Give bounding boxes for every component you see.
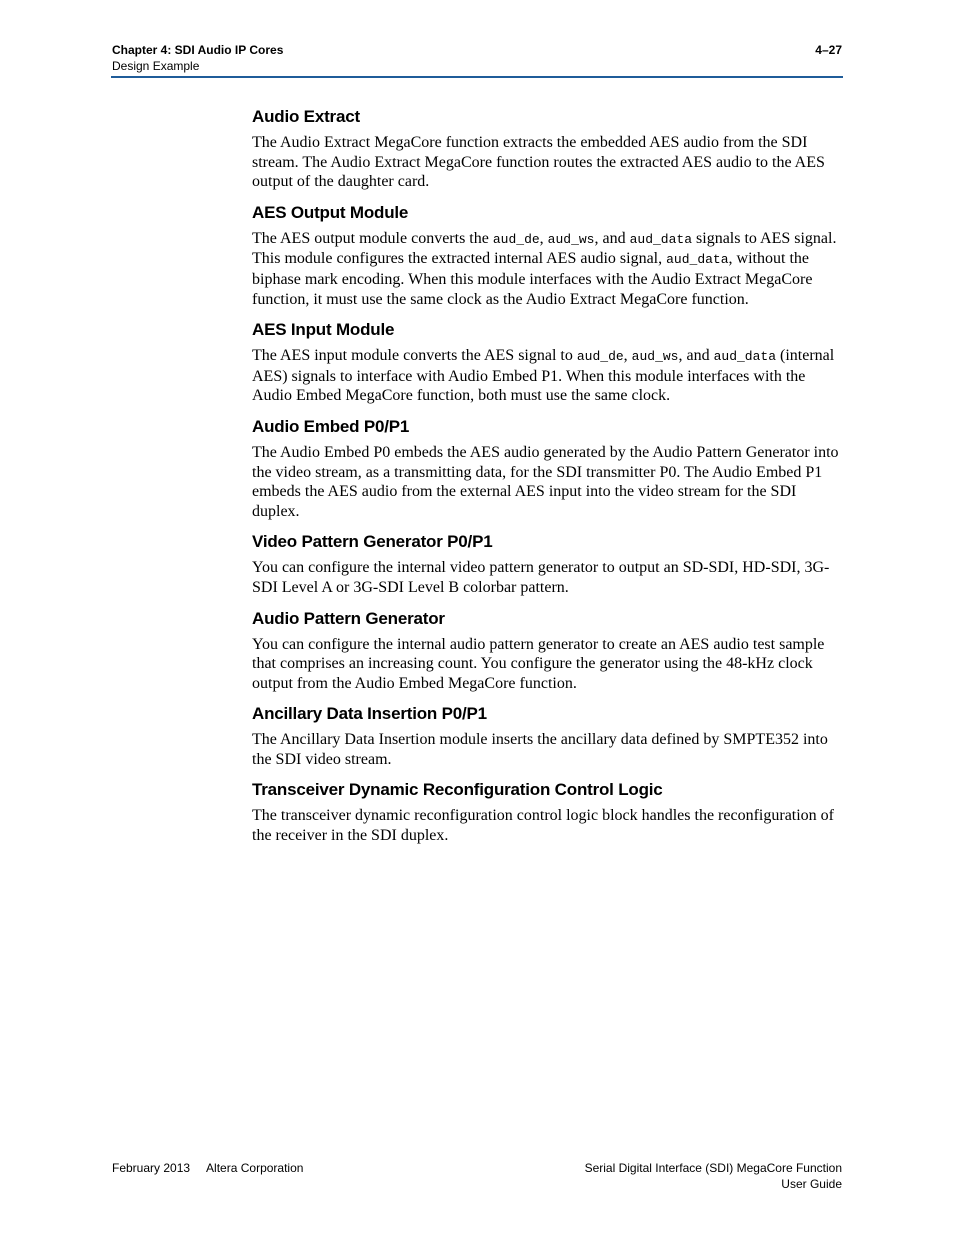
footer-doc-type: User Guide: [781, 1177, 842, 1191]
section-heading: Audio Pattern Generator: [252, 608, 445, 628]
section-paragraph: [252, 443, 842, 521]
section-paragraph: [252, 346, 842, 406]
section: [252, 416, 842, 521]
section-heading: Audio Embed P0/P1: [252, 416, 410, 436]
section: [252, 319, 842, 406]
paragraph-text: , and: [594, 229, 630, 247]
paragraph-text: The Ancillary Data Insertion module inserts the ancillary data defined by SMPTE352 into the SDI video stream.: [252, 731, 828, 768]
paragraph-text: (internal AES) signals to interface with Audio Embed P1. When this module interfaces with the Audio Embed MegaCore function, both must use the same clock.: [252, 347, 835, 405]
header-rule: [111, 76, 843, 78]
section: [252, 202, 842, 309]
paragraph-text: The AES input module converts the AES signal to: [252, 347, 577, 365]
signal-name: aud_data: [666, 252, 729, 268]
section-heading: Ancillary Data Insertion P0/P1: [252, 704, 487, 724]
section-heading: AES Input Module: [252, 320, 395, 340]
paragraph-text: ,: [539, 229, 548, 247]
chapter-title: Chapter 4: SDI Audio IP Cores: [112, 43, 284, 57]
running-header: [112, 42, 283, 74]
section-heading: Audio Extract: [252, 107, 360, 126]
signal-name: aud_de: [576, 349, 624, 365]
paragraph-text: The transceiver dynamic reconfiguration control logic block handles the reconfiguration of the receiver in the SDI duplex.: [252, 807, 835, 845]
section: [252, 106, 842, 192]
section-paragraph: [252, 806, 842, 845]
paragraph-text: The Audio Extract MegaCore function extracts the embedded AES audio from the SDI stream. The Audio Extract MegaCore function routes the extracted AES audio to the AES output of the daughter card.: [252, 134, 825, 191]
section: [252, 703, 842, 769]
paragraph-text: , without the biphase mark encoding. When this module interfaces with the Audio Extract MegaCore function, it must use the same clock as the Audio Extract MegaCore function.: [252, 250, 813, 308]
section: [252, 531, 842, 597]
section-heading: Video Pattern Generator P0/P1: [252, 532, 493, 552]
footer-doc-title: Serial Digital Interface (SDI) MegaCore Function: [584, 1161, 842, 1175]
section-paragraph: [252, 229, 842, 309]
paragraph-text: You can configure the internal audio pattern generator to create an AES audio test sample that comprises an increasing count. You configure the generator using the 48-kHz clock output from the Audio Embed MegaCore function.: [252, 635, 825, 692]
signal-name: aud_data: [629, 231, 693, 247]
paragraph-text: ,: [623, 347, 632, 365]
paragraph-text: The Audio Embed P0 embeds the AES audio generated by the Audio Pattern Generator into the video stream, as a transmitting data, for the SDI transmitter P0. The Audio Embed P1 embeds the AES audio from the external AES input into the video stream for the SDI duplex.: [252, 443, 839, 520]
signal-name: aud_ws: [631, 349, 679, 365]
section-paragraph: [252, 558, 842, 597]
section: [252, 779, 842, 845]
signal-name: aud_data: [713, 349, 777, 365]
section: [252, 608, 842, 694]
section-paragraph: [252, 133, 842, 192]
paragraph-text: You can configure the internal video pattern generator to output an SD-SDI, HD-SDI, 3G-SDI Level A or 3G-SDI Level B colorbar pattern.: [252, 559, 830, 596]
paragraph-text: , and: [678, 347, 714, 365]
page-number: 4–27: [815, 43, 842, 57]
footer-left: [112, 1160, 303, 1176]
paragraph-text: The AES output module converts the: [252, 229, 493, 247]
footer-company: Altera Corporation: [206, 1161, 304, 1175]
paragraph-text: signals to AES signal. This module configures the extracted internal AES audio signal,: [252, 229, 837, 268]
footer-date: February 2013: [112, 1161, 191, 1175]
section-heading: Transceiver Dynamic Reconfiguration Control Logic: [252, 780, 663, 800]
section-title: Design Example: [112, 59, 200, 73]
signal-name: aud_ws: [547, 231, 595, 247]
section-paragraph: [252, 730, 842, 769]
section-heading: AES Output Module: [252, 202, 409, 222]
section-paragraph: [252, 635, 842, 694]
signal-name: aud_de: [492, 231, 540, 247]
footer-right: [585, 1160, 842, 1192]
page-body: [252, 106, 842, 856]
